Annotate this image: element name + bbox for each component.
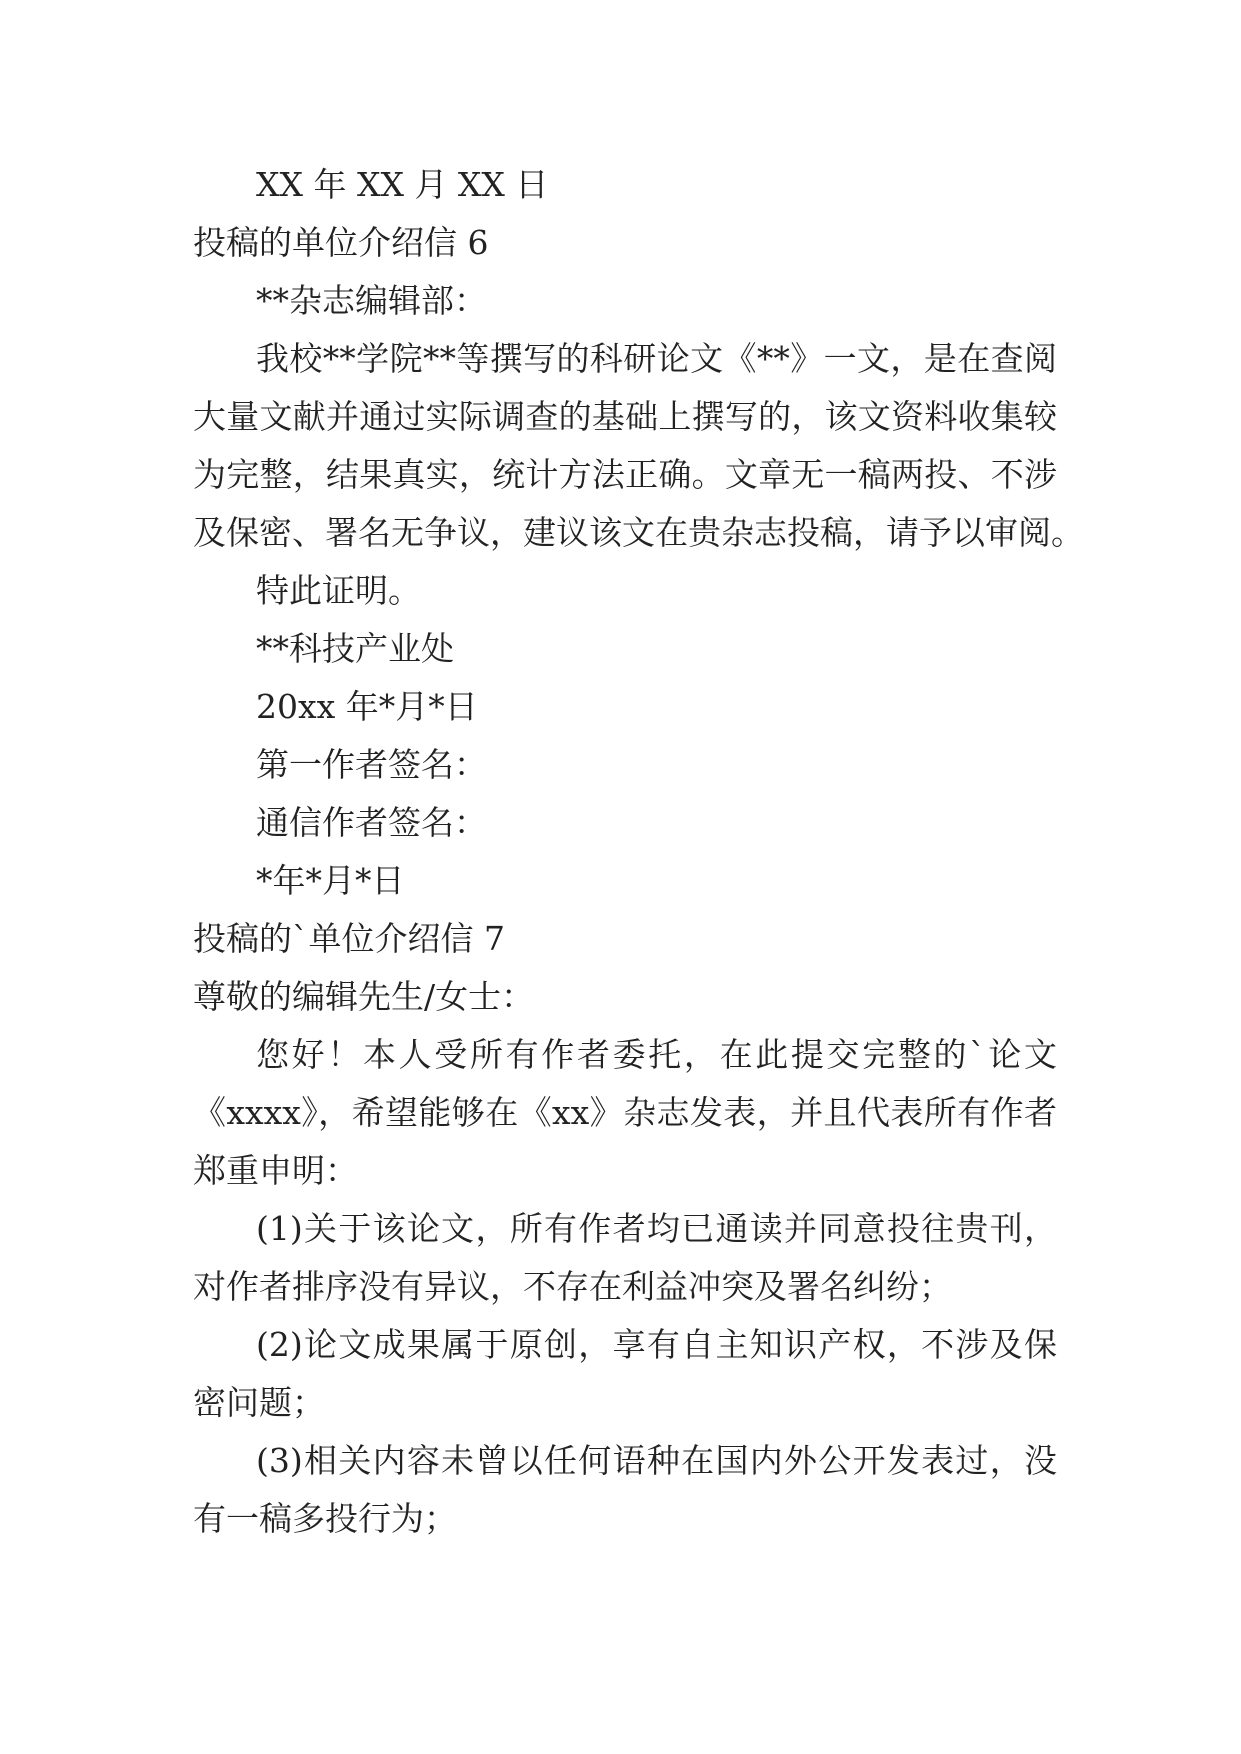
document-body [193,156,1084,1548]
body-line: 大量文献并通过实际调查的基础上撰写的，该文资料收集较 [193,397,1057,436]
closing-line: 特此证明。 [256,571,421,610]
body-line: 《xxxx》，希望能够在《xx》杂志发表，并且代表所有作者 [193,1093,1057,1132]
issuer-line: **科技产业处 [256,629,454,668]
list-item-line: 密问题； [193,1383,325,1422]
salutation-line: **杂志编辑部： [256,281,487,320]
body-line: 郑重申明： [193,1151,358,1190]
list-item-line: (3)相关内容未曾以任何语种在国内外公开发表过，没 [256,1441,1057,1480]
issue-date-line: 20xx 年*月*日 [256,687,478,726]
list-item-line: (1)关于该论文，所有作者均已通读并同意投往贵刊， [256,1209,1057,1248]
date-line: XX 年 XX 月 XX 日 [256,165,549,204]
body-line: 为完整，结果真实，统计方法正确。文章无一稿两投、不涉 [193,455,1057,494]
list-item-line: 有一稿多投行为； [193,1499,457,1538]
list-item-line: 对作者排序没有异议，不存在利益冲突及署名纠纷； [193,1267,952,1306]
signature-date-line: *年*月*日 [256,861,405,900]
salutation-line: 尊敬的编辑先生/女士： [193,977,535,1016]
section-heading-7: 投稿的`单位介绍信 7 [193,919,505,958]
body-line: 我校**学院**等撰写的科研论文《**》一文，是在查阅 [256,339,1057,378]
section-heading-6: 投稿的单位介绍信 6 [193,223,489,262]
first-author-signature-line: 第一作者签名： [256,745,487,784]
body-line: 及保密、署名无争议，建议该文在贵杂志投稿，请予以审阅。 [193,513,1084,552]
list-item-line: (2)论文成果属于原创，享有自主知识产权，不涉及保 [256,1325,1057,1364]
body-line: 您好！本人受所有作者委托，在此提交完整的`论文 [256,1035,1057,1074]
corresponding-author-signature-line: 通信作者签名： [256,803,487,842]
